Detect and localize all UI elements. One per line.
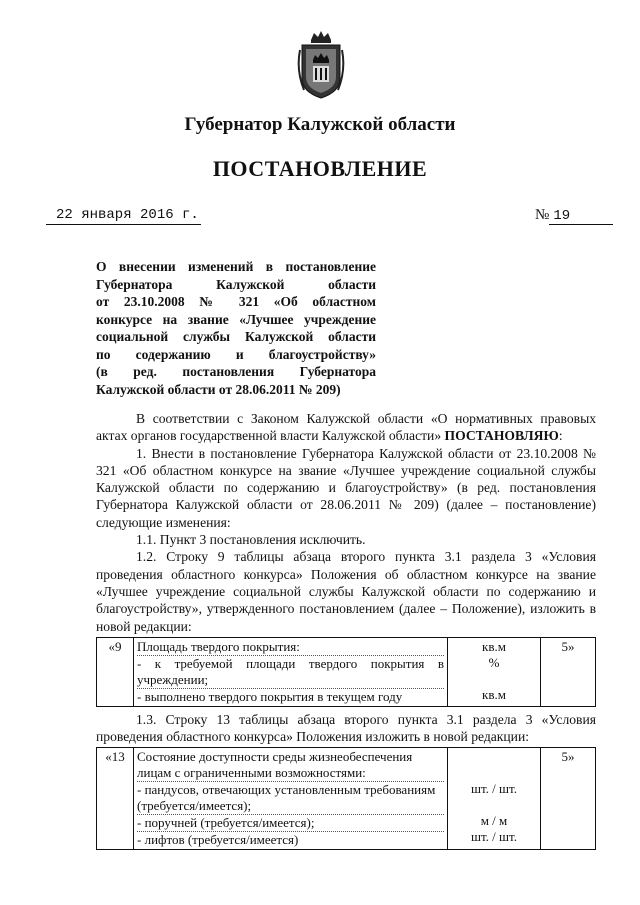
unit-value: % xyxy=(488,654,500,670)
document-number-block xyxy=(535,207,613,225)
document-body xyxy=(96,410,596,854)
table-row-9 xyxy=(96,637,596,707)
row-score: 5» xyxy=(541,637,596,706)
unit-value: м / м xyxy=(480,813,508,829)
description-line: - выполнено твердого покрытия в текущем году xyxy=(137,688,403,704)
row-description xyxy=(134,637,448,706)
unit-value: кв.м xyxy=(482,638,506,654)
description-line: - к требуемой площади твердого покрытия в учреждении; xyxy=(137,655,444,687)
paragraph-1-2: 1.2. Строку 9 таблицы абзаца второго пункта 3.1 раздела 3 «Условия проведения областного конкурса» Положения об областном конкурсе на звание «Лучшее учреждение социальной службы Калужской области по содержанию и благоустройству», утвержденного постановлением (далее – Положение), изложить в новой редакции: xyxy=(96,549,596,634)
subject-line: Губернатора Калужской области xyxy=(96,276,376,292)
row-number: «9 xyxy=(97,637,134,706)
decree-keyword: ПОСТАНОВЛЯЮ xyxy=(444,428,559,444)
subject-line: О внесении изменений в постановление xyxy=(96,259,376,274)
row-description xyxy=(134,748,448,850)
paragraph-preamble: В соответствии с Законом Калужской области «О нормативных правовых актах органов государственной власти Калужской области» ПОСТАНОВЛЯЮ: xyxy=(96,411,596,444)
description-line: Состояние доступности среды жизнеобеспечения лицам с ограниченными возможностями: xyxy=(137,749,444,782)
row-units xyxy=(448,637,541,706)
document-date: 22 января 2016 г. xyxy=(46,207,201,225)
coat-of-arms-emblem xyxy=(296,30,346,102)
number-sign: № xyxy=(535,207,550,223)
unit-value: шт. / шт. xyxy=(470,781,518,797)
subject-line: (в ред. постановления Губернатора xyxy=(96,364,376,379)
description-line: - пандусов, отвечающих установленным требованиям (требуется/имеется); xyxy=(137,782,444,815)
document-number: 19 xyxy=(549,208,613,225)
paragraph-1-1: 1.1. Пункт 3 постановления исключить. xyxy=(136,532,366,548)
row-score: 5» xyxy=(541,748,596,850)
issuer-title: Губернатор Калужской области xyxy=(184,114,456,135)
row-number: «13 xyxy=(97,748,134,850)
description-line: Площадь твердого покрытия: xyxy=(137,639,444,656)
table-row-13 xyxy=(96,747,596,850)
description-line: - лифтов (требуется/имеется) xyxy=(137,832,299,848)
paragraph-1-3: 1.3. Строку 13 таблицы абзаца второго пункта 3.1 раздела 3 «Условия проведения областного конкурса» Положения изложить в новой редакции: xyxy=(96,711,596,745)
subject-line: социальной службы Калужской области xyxy=(96,329,376,344)
document-subject xyxy=(96,258,376,398)
paragraph-1: 1. Внести в постановление Губернатора Калужской области от 23.10.2008 № 321 «Об областном конкурсе на звание «Лучшее учреждение социальной службы Калужской области по содержанию и благоустройству» (в ред. постановления Губернатора Калужской области от 28.06.2011 № 209) (далее – постановление) следующие изменения: xyxy=(96,445,596,530)
document-type: ПОСТАНОВЛЕНИЕ xyxy=(212,156,428,181)
unit-value: шт. / шт. xyxy=(470,829,518,845)
description-line: - поручней (требуется/имеется); xyxy=(137,815,444,832)
subject-line: по содержанию и благоустройству» xyxy=(96,346,376,362)
subject-line: Калужской области от 28.06.2011 № 209) xyxy=(96,381,341,397)
unit-value: кв.м xyxy=(482,686,506,702)
row-units xyxy=(448,748,541,850)
subject-line: конкурсе на звание «Лучшее учреждение xyxy=(96,311,376,327)
subject-line: от 23.10.2008 № 321 «Об областном xyxy=(96,294,376,309)
